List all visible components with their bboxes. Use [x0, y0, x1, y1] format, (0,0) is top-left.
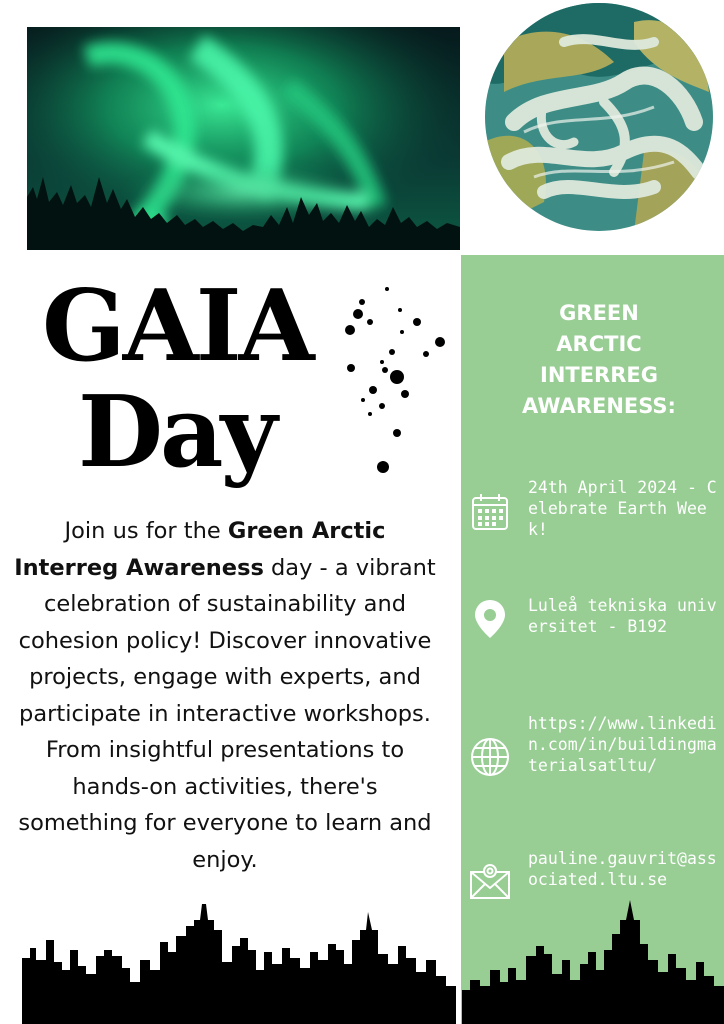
event-description: [10, 513, 440, 878]
event-date-text: 24th April 2024 - Celebrate Earth Week!: [528, 478, 717, 539]
globe-illustration: [484, 2, 714, 232]
city-skyline: [0, 890, 724, 1024]
panel-heading-line: ARCTIC: [556, 332, 642, 356]
location-pin-icon: [469, 598, 511, 640]
description-intro: Join us for the: [64, 518, 228, 544]
linkedin-link[interactable]: https://www.linkedin.com/in/buildingmaterialsatltu/: [528, 714, 717, 775]
globe-icon: [469, 736, 511, 778]
description-rest: day - a vibrant celebration of sustainability and cohesion policy! Discover innovative projects, engage with experts, and participate in interactive workshops. From insightful presentations to hands-on activities, there's something for everyone to learn and enjoy.: [18, 554, 436, 873]
panel-heading-line: AWARENESS:: [522, 394, 676, 418]
panel-heading: [461, 298, 724, 422]
decorative-dots: [340, 282, 450, 482]
title-gaia: GAIA: [42, 269, 312, 384]
description-highlight: Green Arctic Interreg Awareness: [14, 518, 386, 581]
venue-text: Luleå tekniska universitet - B192: [528, 596, 717, 636]
panel-heading-line: INTERREG: [540, 363, 658, 387]
aurora-photo: [27, 27, 460, 250]
email-link[interactable]: pauline.gauvrit@associated.ltu.se: [528, 849, 717, 889]
panel-heading-line: GREEN: [559, 301, 639, 325]
calendar-icon: [469, 491, 511, 533]
title-day: Day: [78, 375, 275, 490]
